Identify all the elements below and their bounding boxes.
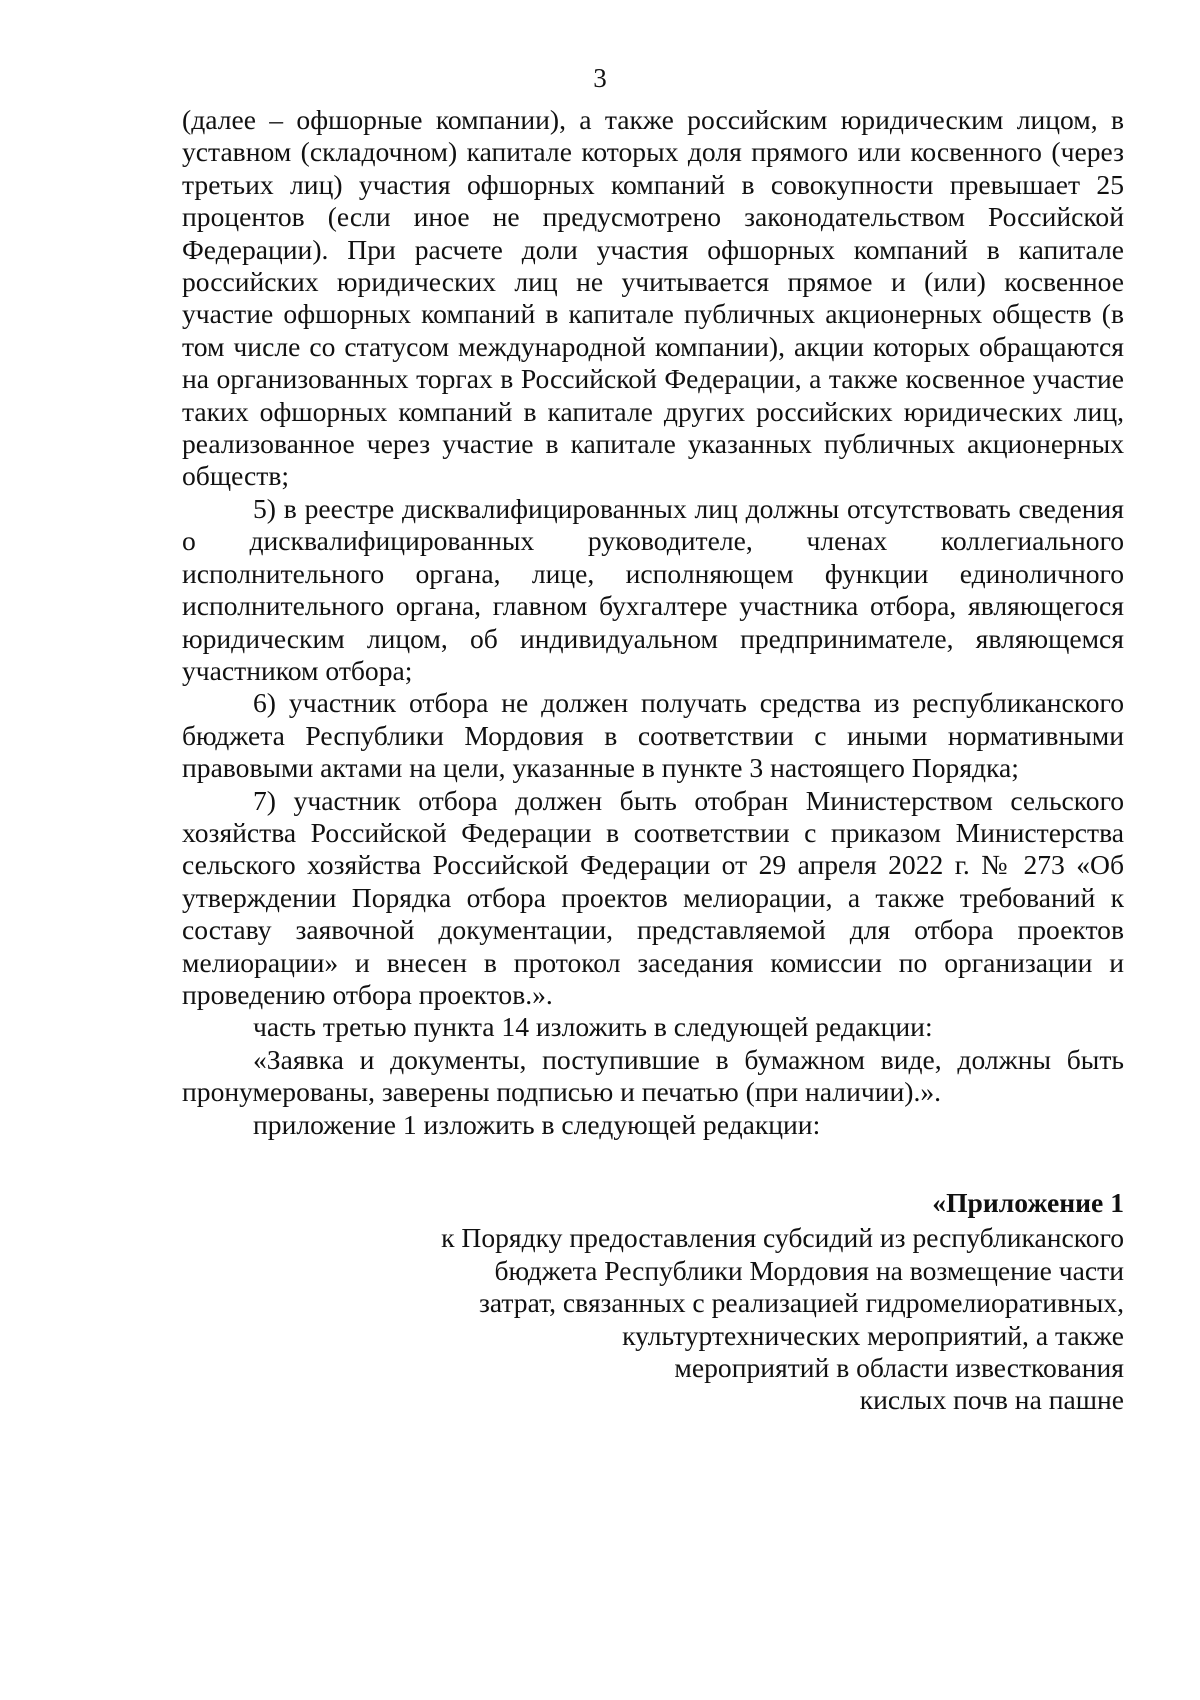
paragraph-item-7: 7) участник отбора должен быть отобран Министерством сельского хозяйства Российской Федерации в соответствии с приказом Министерства сельского хозяйства Российской Федерации от 29 апреля 2022 г. № 273 «Об утверждении Порядка отбора проектов мелиорации, а также требований к составу заявочной документации, представляемой для отбора проектов мелиорации» и внесен в протокол заседания комиссии по организации и проведению отбора проектов.». (182, 784, 1124, 1010)
appendix-line: затрат, связанных с реализацией гидромелиоративных, (478, 1287, 1124, 1319)
paragraph-amend-point-14: часть третью пункта 14 изложить в следующей редакции: (253, 1011, 933, 1043)
page-number: 3 (593, 63, 607, 93)
paragraph-amend-appendix-1: приложение 1 изложить в следующей редакции: (253, 1108, 821, 1140)
document-body (182, 104, 1124, 1141)
paragraph-point-14-text: «Заявка и документы, поступившие в бумажном виде, должны быть пронумерованы, заверены подписью и печатью (при наличии).». (182, 1043, 1124, 1108)
appendix-line: к Порядку предоставления субсидий из республиканского (441, 1222, 1124, 1254)
appendix-line: мероприятий в области известкования (674, 1352, 1124, 1384)
appendix-line: кислых почв на пашне (859, 1384, 1124, 1416)
appendix-line: культуртехнических мероприятий, а также (622, 1319, 1124, 1351)
appendix-title: «Приложение 1 (932, 1187, 1124, 1218)
appendix-header (380, 1187, 1124, 1417)
appendix-line: бюджета Республики Мордовия на возмещение части (494, 1254, 1124, 1286)
paragraph-item-6: 6) участник отбора не должен получать средства из республиканского бюджета Республики Мордовия в соответствии с иными нормативными правовыми актами на цели, указанные в пункте 3 настоящего Порядка; (182, 687, 1124, 784)
paragraph-offshore-continuation: (далее – офшорные компании), а также российским юридическим лицом, в уставном (складочном) капитале которых доля прямого или косвенного (через третьих лиц) участия офшорных компаний в совокупности превышает 25 процентов (если иное не предусмотрено законодательством Российской Федерации). При расчете доли участия офшорных компаний в капитале российских юридических лиц не учитывается прямое и (или) косвенное участие офшорных компаний в капитале публичных акционерных обществ (в том числе со статусом международной компании), акции которых обращаются на организованных торгах в Российской Федерации, а также косвенное участие таких офшорных компаний в капитале других российских юридических лиц, реализованное через участие в капитале указанных публичных акционерных обществ; (182, 104, 1124, 492)
paragraph-item-5: 5) в реестре дисквалифицированных лиц должны отсутствовать сведения о дисквалифицированных руководителе, членах коллегиального исполнительного органа, лице, исполняющем функции единоличного исполнительного органа, главном бухгалтере участника отбора, являющегося юридическим лицом, об индивидуальном предпринимателе, являющемся участником отбора; (182, 492, 1124, 686)
